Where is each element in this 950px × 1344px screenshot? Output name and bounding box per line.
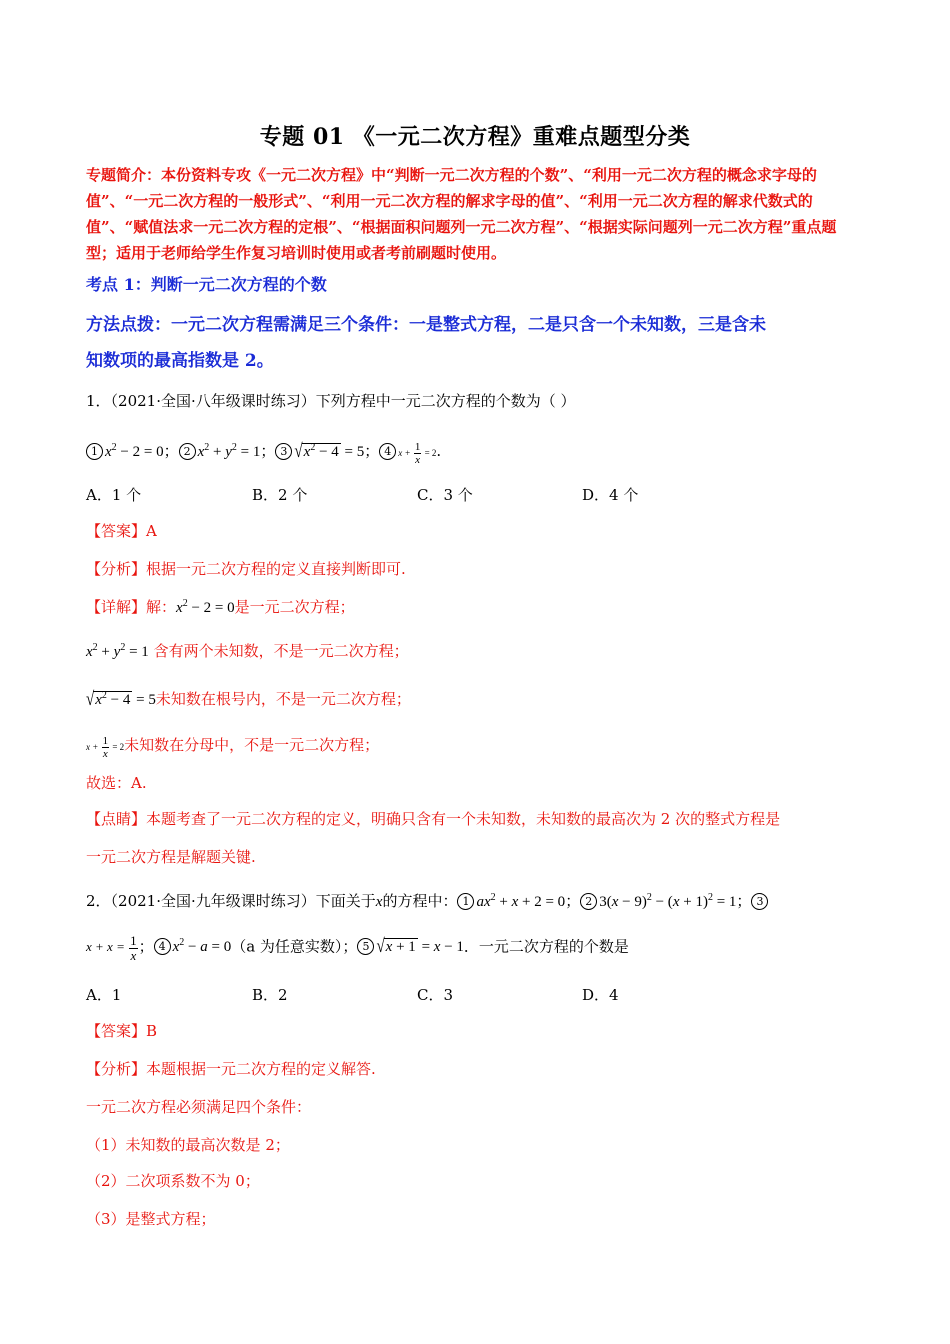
q1-option-a: A．1 个	[86, 486, 142, 504]
q1-detail3-text: 未知数在根号内，不是一元二次方程；	[155, 690, 411, 708]
q1-analysis: 【分析】根据一元二次方程的定义直接判断即可.	[86, 560, 406, 578]
q1-detail4-text: 未知数在分母中，不是一元二次方程；	[124, 736, 380, 754]
q2-option-a: A．1	[86, 986, 122, 1004]
q1-stem: 1．（2021·全国·八年级课时练习）下列方程中一元二次方程的个数为（ ）	[86, 392, 576, 410]
q2-stem-mid: 的方程中：	[382, 892, 458, 910]
q1-detail-line4: x + $\frac{1}{x}$ = 2未知数在分母中，不是一元二次方程；	[86, 735, 380, 761]
q1-answer: 【答案】A	[86, 522, 157, 540]
q2-note: （a 为任意实数）；	[231, 937, 358, 956]
q1-remark-line2: 一元二次方程是解题关键.	[86, 848, 256, 866]
circled-1-icon: 1	[457, 893, 474, 910]
q2-stem-line1: 2．（2021·全国·九年级课时练习）下面关于x的方程中： 1 $ax^2 + x + 2 = 0$； 2 $3(x - 9)^2 - (x + 1)^2 = 1$； 3	[86, 890, 770, 911]
q2-conditions-intro: 一元二次方程必须满足四个条件：	[86, 1098, 312, 1116]
circled-5-icon: 5	[357, 938, 374, 955]
circled-4-icon: 4	[379, 443, 396, 460]
circled-1-icon: 1	[86, 443, 103, 460]
q1-detail-line3: $√x^2 - 4 = 5$未知数在根号内，不是一元二次方程；	[86, 689, 411, 711]
q2-analysis: 【分析】本题根据一元二次方程的定义解答.	[86, 1060, 376, 1078]
q1-detail1-text: 是一元二次方程；	[234, 598, 355, 616]
q2-option-c: C．3	[417, 986, 454, 1004]
q2-stem-prefix: 2．（2021·全国·九年级课时练习）下面关于	[86, 892, 376, 910]
method-tip-line2: 知数项的最高指数是 2。	[86, 351, 274, 371]
circled-2-icon: 2	[179, 443, 196, 460]
q2-option-b: B．2	[252, 986, 288, 1004]
q2-condition-2: （2）二次项系数不为 0；	[86, 1172, 260, 1190]
q1-option-d: D．4 个	[582, 486, 639, 504]
q1-detail-line1: 【详解】解：$x^2 - 2 = 0$是一元二次方程；	[86, 598, 355, 616]
q1-choice: 故选：A.	[86, 774, 147, 792]
q2-condition-3: （3）是整式方程；	[86, 1210, 216, 1228]
q2-option-d: D．4	[582, 986, 619, 1004]
circled-3-icon: 3	[275, 443, 292, 460]
q1-option-b: B．2 个	[252, 486, 308, 504]
page-title: 专题 01 《一元二次方程》重难点题型分类	[259, 124, 691, 150]
q2-condition-1: （1）未知数的最高次数是 2；	[86, 1136, 290, 1154]
q1-remark-line1: 【点睛】本题考查了一元二次方程的定义，明确只含有一个未知数，未知数的最高次为 2 次的整式方程是	[86, 810, 781, 828]
circled-2-icon: 2	[580, 893, 597, 910]
q1-option-c: C．3 个	[417, 486, 473, 504]
q2-answer: 【答案】B	[86, 1022, 158, 1040]
q2-stem-line2: x + x = $\frac{1}{x}$ ； 4 $x^2 - a = 0(a$ 为任意实数）； 5 √x + 1 = x − 1．一元二次方程的个数是	[86, 933, 629, 963]
q1-equations: 1 $x^2 - 2 = 0$； 2 $x^2 + y^2 = 1$； 3 $√x^2 - 4 = 5$； 4 x + $\frac{1}{x}$ = 2.	[86, 440, 441, 466]
q1-detail2-text: 含有两个未知数，不是一元二次方程；	[153, 642, 409, 660]
intro-paragraph: 专题简介：本份资料专攻《一元二次方程》中“判断一元二次方程的个数”、“利用一元二次方程的概念求字母的值”、“一元二次方程的一般形式”、“利用一元二次方程的解求字母的值”、“利用一元二次方程的解求代数式的值”、“赋值法求一元二次方程的定根”、“根据面积问题列一元二次方程”、“根据实际问题列一元二次方程”重点题型；适用于老师给学生作复习培训时使用或者考前刷题时使用。	[86, 166, 837, 262]
section-heading: 考点 1：判断一元二次方程的个数	[86, 275, 327, 294]
circled-4-icon: 4	[154, 938, 171, 955]
method-tip-line1: 方法点拨：一元二次方程需满足三个条件：一是整式方程，二是只含一个未知数，三是含未	[86, 315, 766, 335]
q2-stem-tail: ．一元二次方程的个数是	[463, 937, 629, 956]
q1-detail-label: 【详解】解：	[86, 598, 177, 616]
q1-detail-line2: $x^2 + y^2 = 1$ 含有两个未知数，不是一元二次方程；	[86, 642, 409, 660]
circled-3-icon: 3	[751, 893, 768, 910]
